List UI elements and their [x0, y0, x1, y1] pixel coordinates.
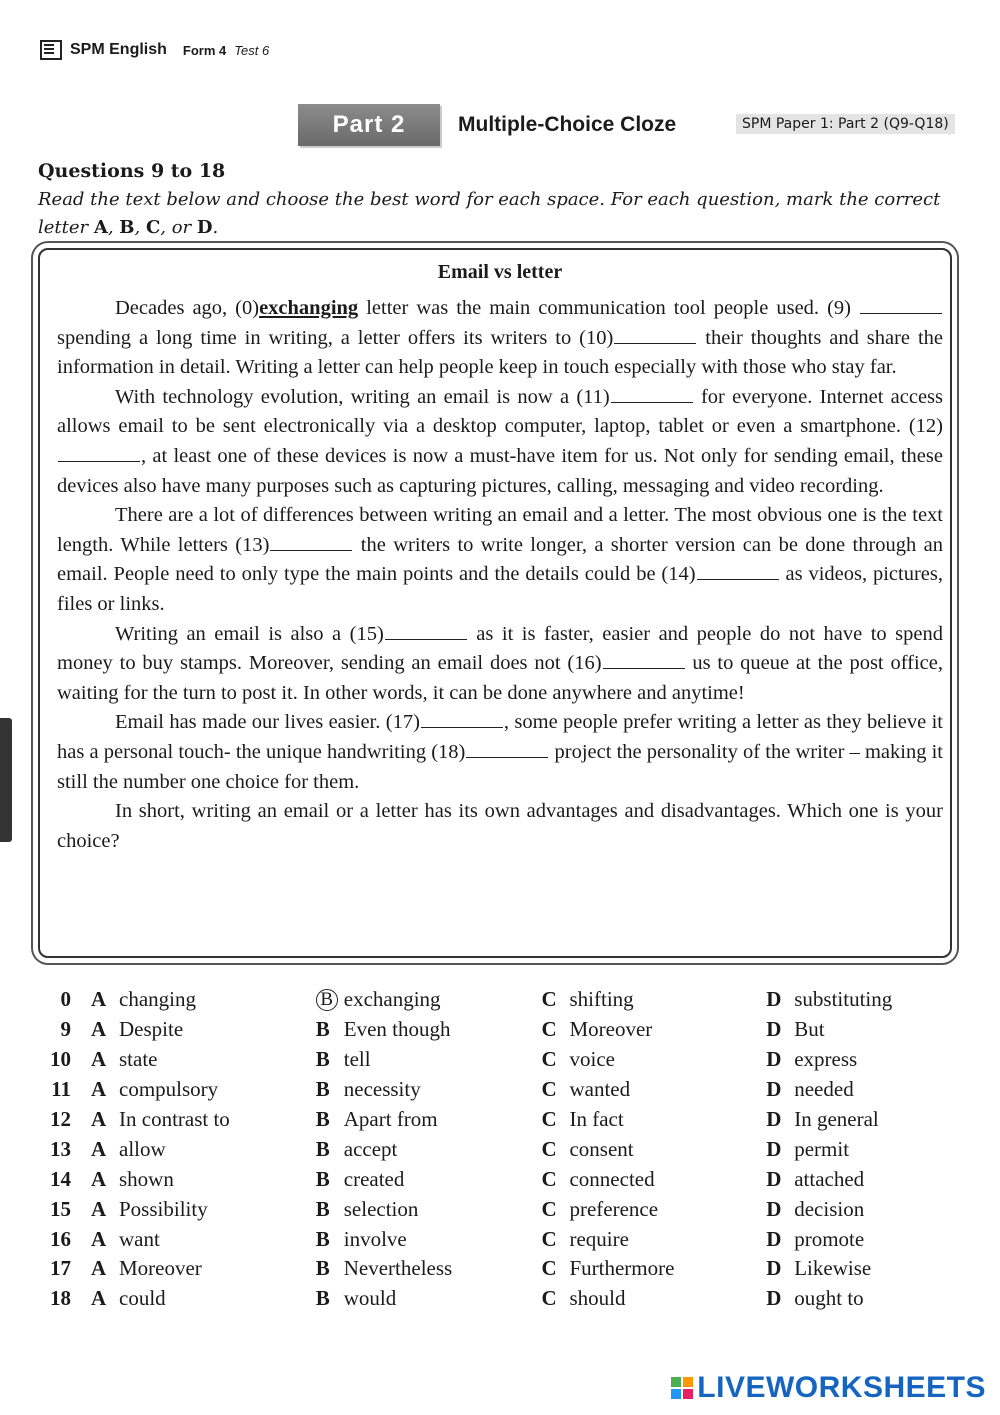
- option-a[interactable]: [71, 1167, 316, 1192]
- test-label: Test 6: [234, 42, 270, 58]
- option-text: created: [343, 1166, 405, 1191]
- option-c[interactable]: [541, 1137, 766, 1162]
- option-a[interactable]: [71, 1047, 316, 1072]
- option-letter: D: [766, 1107, 782, 1131]
- option-letter: C: [541, 987, 557, 1012]
- option-letter: D: [766, 1286, 782, 1311]
- option-letter: C: [541, 1017, 557, 1042]
- option-text: Apart from: [343, 1107, 438, 1131]
- option-b[interactable]: [316, 1286, 542, 1311]
- option-letter: B: [315, 1136, 330, 1161]
- option-text: connected: [569, 1166, 655, 1191]
- option-letter: C: [541, 1047, 557, 1072]
- option-letter: D: [766, 1047, 782, 1072]
- option-b[interactable]: [316, 1197, 542, 1222]
- option-text: needed: [794, 1077, 854, 1102]
- option-d[interactable]: [766, 1077, 960, 1102]
- option-text: promote: [794, 1226, 865, 1251]
- option-letter: A: [91, 1256, 107, 1281]
- option-text: should: [569, 1286, 626, 1311]
- option-text: want: [119, 1226, 160, 1251]
- option-d[interactable]: [766, 1167, 960, 1192]
- blank-9[interactable]: [860, 299, 942, 314]
- option-c[interactable]: [541, 1047, 766, 1072]
- option-letter: D: [766, 1136, 782, 1161]
- option-text: could: [119, 1286, 166, 1311]
- option-letter: D: [766, 1077, 782, 1102]
- option-row-q13: [40, 1134, 960, 1164]
- question-number: 14: [50, 1166, 71, 1191]
- option-b[interactable]: [316, 1017, 542, 1042]
- option-a[interactable]: [71, 1197, 316, 1222]
- option-text: accept: [343, 1136, 398, 1161]
- option-text: consent: [569, 1136, 634, 1161]
- part-header: [298, 104, 676, 146]
- option-letter: C: [541, 1196, 557, 1221]
- question-number: 16: [50, 1226, 71, 1251]
- option-c[interactable]: [541, 1107, 766, 1132]
- blank-10[interactable]: [614, 329, 696, 344]
- option-letter: B: [315, 1166, 330, 1191]
- option-text: substituting: [794, 987, 893, 1012]
- option-row-q10: [40, 1045, 960, 1075]
- option-b[interactable]: [316, 1077, 542, 1102]
- option-c[interactable]: [541, 1227, 766, 1252]
- passage-title: Email vs letter: [437, 261, 563, 283]
- option-b[interactable]: [316, 1137, 542, 1162]
- options-table: [40, 985, 960, 1314]
- option-text: decision: [794, 1196, 865, 1221]
- option-letter: A: [91, 1286, 107, 1311]
- passage: [57, 258, 943, 856]
- question-number: 12: [50, 1107, 71, 1131]
- option-row-q17: [40, 1254, 960, 1284]
- option-text: voice: [569, 1047, 615, 1072]
- option-text: changing: [119, 987, 196, 1012]
- option-text: permit: [794, 1136, 850, 1161]
- option-d[interactable]: [766, 987, 960, 1012]
- liveworksheets-icon: [671, 1377, 693, 1399]
- option-a[interactable]: [71, 1107, 316, 1132]
- option-letter: A: [91, 1196, 107, 1221]
- option-text: exchanging: [343, 987, 441, 1012]
- option-text: preference: [569, 1196, 659, 1221]
- blank-13[interactable]: [270, 536, 352, 551]
- option-row-q15: [40, 1194, 960, 1224]
- blank-11[interactable]: [611, 388, 693, 403]
- part-title: Multiple-Choice Cloze: [458, 113, 677, 136]
- option-letter: C: [541, 1256, 557, 1281]
- option-text: Possibility: [119, 1196, 208, 1221]
- book-icon: [40, 40, 62, 60]
- option-text: involve: [343, 1226, 407, 1251]
- option-c[interactable]: [541, 1286, 766, 1311]
- option-c[interactable]: [541, 1017, 766, 1042]
- option-row-q9: [40, 1015, 960, 1045]
- option-text: Nevertheless: [343, 1256, 453, 1281]
- question-number: 0: [60, 987, 71, 1012]
- option-row-q14: [40, 1164, 960, 1194]
- option-text: state: [119, 1047, 158, 1072]
- option-text: require: [569, 1226, 629, 1251]
- selected-option-letter: B: [316, 989, 338, 1011]
- option-row-q16: [40, 1224, 960, 1254]
- option-b[interactable]: [316, 987, 542, 1012]
- question-number: 15: [50, 1196, 71, 1221]
- option-letter: A: [91, 1136, 107, 1161]
- option-text: Furthermore: [569, 1256, 675, 1281]
- option-text: shown: [119, 1166, 174, 1191]
- paragraph-1: Decades ago, (0)exchanging letter was the main communication tool people used. (9) spending a long time in writing, a letter offers its writers to (10) their thoughts and share the information in detail. Writing a letter can help people keep in touch especially with those who stay far.: [57, 297, 943, 379]
- blank-12[interactable]: [58, 447, 140, 462]
- option-letter: C: [541, 1077, 557, 1102]
- option-b[interactable]: [316, 1167, 542, 1192]
- option-row-q18: [40, 1284, 960, 1314]
- option-text: necessity: [343, 1077, 421, 1102]
- option-text: would: [343, 1286, 397, 1311]
- paragraph-4: Writing an email is also a (15) as it is faster, easier and people do not have to spend money to buy stamps. Moreover, sending an email does not (16) us to queue at the post office, waiting for the turn to post it. In other words, it can be done anywhere and anytime!: [57, 622, 943, 704]
- option-letter: A: [91, 1017, 107, 1042]
- option-letter: B: [315, 1077, 330, 1102]
- paragraph-3: There are a lot of differences between writing an email and a letter. The most obvious one is the text length. While letters (13) the writers to write longer, a shorter version can be done through an email. People need to only type the main points and the details could be (14) as videos, pictures, files or links.: [57, 504, 943, 615]
- option-text: wanted: [569, 1077, 631, 1102]
- option-text: In fact: [569, 1107, 624, 1131]
- option-letter: B: [315, 1256, 330, 1281]
- option-text: tell: [343, 1047, 371, 1072]
- paragraph-6: In short, writing an email or a letter has its own advantages and disadvantages. Which one is your choice?: [57, 800, 943, 852]
- option-text: In general: [794, 1107, 879, 1131]
- option-c[interactable]: [541, 987, 766, 1012]
- question-number: 10: [50, 1047, 71, 1072]
- option-a[interactable]: [71, 1286, 316, 1311]
- option-text: attached: [794, 1166, 865, 1191]
- brand-label: SPM English: [70, 41, 167, 58]
- question-number: 13: [50, 1136, 71, 1161]
- option-text: Despite: [119, 1017, 184, 1042]
- option-text: ought to: [794, 1286, 864, 1311]
- page-edge-tab: [0, 718, 12, 842]
- option-letter: A: [91, 1047, 107, 1072]
- option-letter: D: [766, 1226, 782, 1251]
- option-text: In contrast to: [119, 1107, 230, 1131]
- option-letter: D: [766, 1256, 782, 1281]
- option-text: But: [794, 1017, 825, 1042]
- blank-14[interactable]: [697, 565, 779, 580]
- option-letter: D: [766, 1196, 782, 1221]
- option-text: Moreover: [569, 1017, 653, 1042]
- question-number: 9: [60, 1017, 71, 1042]
- option-b[interactable]: [316, 1227, 542, 1252]
- paragraph-2: With technology evolution, writing an email is now a (11) for everyone. Internet access allows email to be sent electronically via a desktop computer, laptop, tablet or even a smartphone. (12), at least one of these devices is now a must-have item for us. Not only for sending email, these devices also have many purposes such as capturing pictures, calling, messaging and video recording.: [57, 385, 943, 497]
- option-b[interactable]: [316, 1047, 542, 1072]
- option-letter: D: [766, 1166, 782, 1191]
- option-text: express: [794, 1047, 858, 1072]
- option-letter: A: [91, 1166, 107, 1191]
- option-c[interactable]: [541, 1256, 766, 1281]
- option-d[interactable]: [766, 1017, 960, 1042]
- questions-heading: Questions 9 to 18: [38, 160, 226, 182]
- option-letter: C: [541, 1136, 557, 1161]
- option-text: compulsory: [119, 1077, 219, 1102]
- option-a[interactable]: [71, 1137, 316, 1162]
- header: [40, 40, 269, 60]
- option-letter: A: [91, 1226, 107, 1251]
- option-a[interactable]: [71, 1017, 316, 1042]
- option-letter: B: [315, 1047, 330, 1072]
- option-d[interactable]: [766, 1047, 960, 1072]
- option-text: Likewise: [794, 1256, 872, 1281]
- option-text: Moreover: [119, 1256, 202, 1281]
- option-text: Even though: [343, 1017, 451, 1042]
- option-letter: A: [91, 987, 107, 1012]
- option-text: selection: [343, 1196, 419, 1221]
- option-d[interactable]: [766, 1107, 960, 1132]
- option-letter: B: [315, 1226, 330, 1251]
- option-letter: B: [315, 1017, 330, 1042]
- blank-18[interactable]: [466, 743, 548, 758]
- option-b[interactable]: [316, 1107, 542, 1132]
- option-letter: C: [541, 1226, 557, 1251]
- paragraph-5: Email has made our lives easier. (17) , some people prefer writing a letter as they believe it has a personal touch- the unique handwriting (18) project the personality of the writer – making it still the number one choice for them.: [57, 711, 943, 793]
- option-d[interactable]: [766, 1227, 960, 1252]
- option-d[interactable]: [766, 1286, 960, 1311]
- option-row-q0: [40, 985, 960, 1015]
- option-letter: B: [315, 1196, 330, 1221]
- option-a[interactable]: [71, 1256, 316, 1281]
- option-d[interactable]: [766, 1256, 960, 1281]
- option-letter: B: [315, 1286, 330, 1311]
- option-letter: C: [541, 1107, 557, 1131]
- option-c[interactable]: [541, 1197, 766, 1222]
- option-c[interactable]: [541, 1167, 766, 1192]
- question-number: 11: [51, 1077, 71, 1102]
- instructions: Read the text below and choose the best word for each space. For each question, mark the correct letter A, B, C, or D.: [38, 189, 941, 238]
- option-letter: C: [541, 1286, 557, 1311]
- example-answer: exchanging: [259, 297, 359, 319]
- option-b[interactable]: [316, 1256, 542, 1281]
- blank-15[interactable]: [385, 625, 467, 640]
- option-text: shifting: [569, 987, 634, 1012]
- option-d[interactable]: [766, 1197, 960, 1222]
- option-letter: A: [91, 1077, 107, 1102]
- option-letter: D: [766, 1017, 782, 1042]
- option-text: allow: [119, 1136, 166, 1161]
- form-label: Form 4: [182, 42, 227, 58]
- blank-16[interactable]: [603, 654, 685, 669]
- option-d[interactable]: [766, 1137, 960, 1162]
- part-tab: Part 2: [298, 104, 440, 146]
- option-row-q11: [40, 1075, 960, 1105]
- question-number: 18: [50, 1286, 71, 1311]
- option-a[interactable]: [71, 1077, 316, 1102]
- option-c[interactable]: [541, 1077, 766, 1102]
- option-a[interactable]: [71, 987, 316, 1012]
- option-row-q12: [40, 1105, 960, 1135]
- option-a[interactable]: [71, 1227, 316, 1252]
- liveworksheets-logo: LIVEWORKSHEETS: [671, 1371, 986, 1405]
- question-number: 17: [50, 1256, 71, 1281]
- option-letter: B: [315, 1107, 330, 1131]
- option-letter: C: [541, 1166, 557, 1191]
- option-letter: D: [766, 987, 782, 1012]
- blank-17[interactable]: [421, 713, 503, 728]
- option-letter: A: [91, 1107, 107, 1131]
- paper-reference: SPM Paper 1: Part 2 (Q9-Q18): [736, 114, 955, 134]
